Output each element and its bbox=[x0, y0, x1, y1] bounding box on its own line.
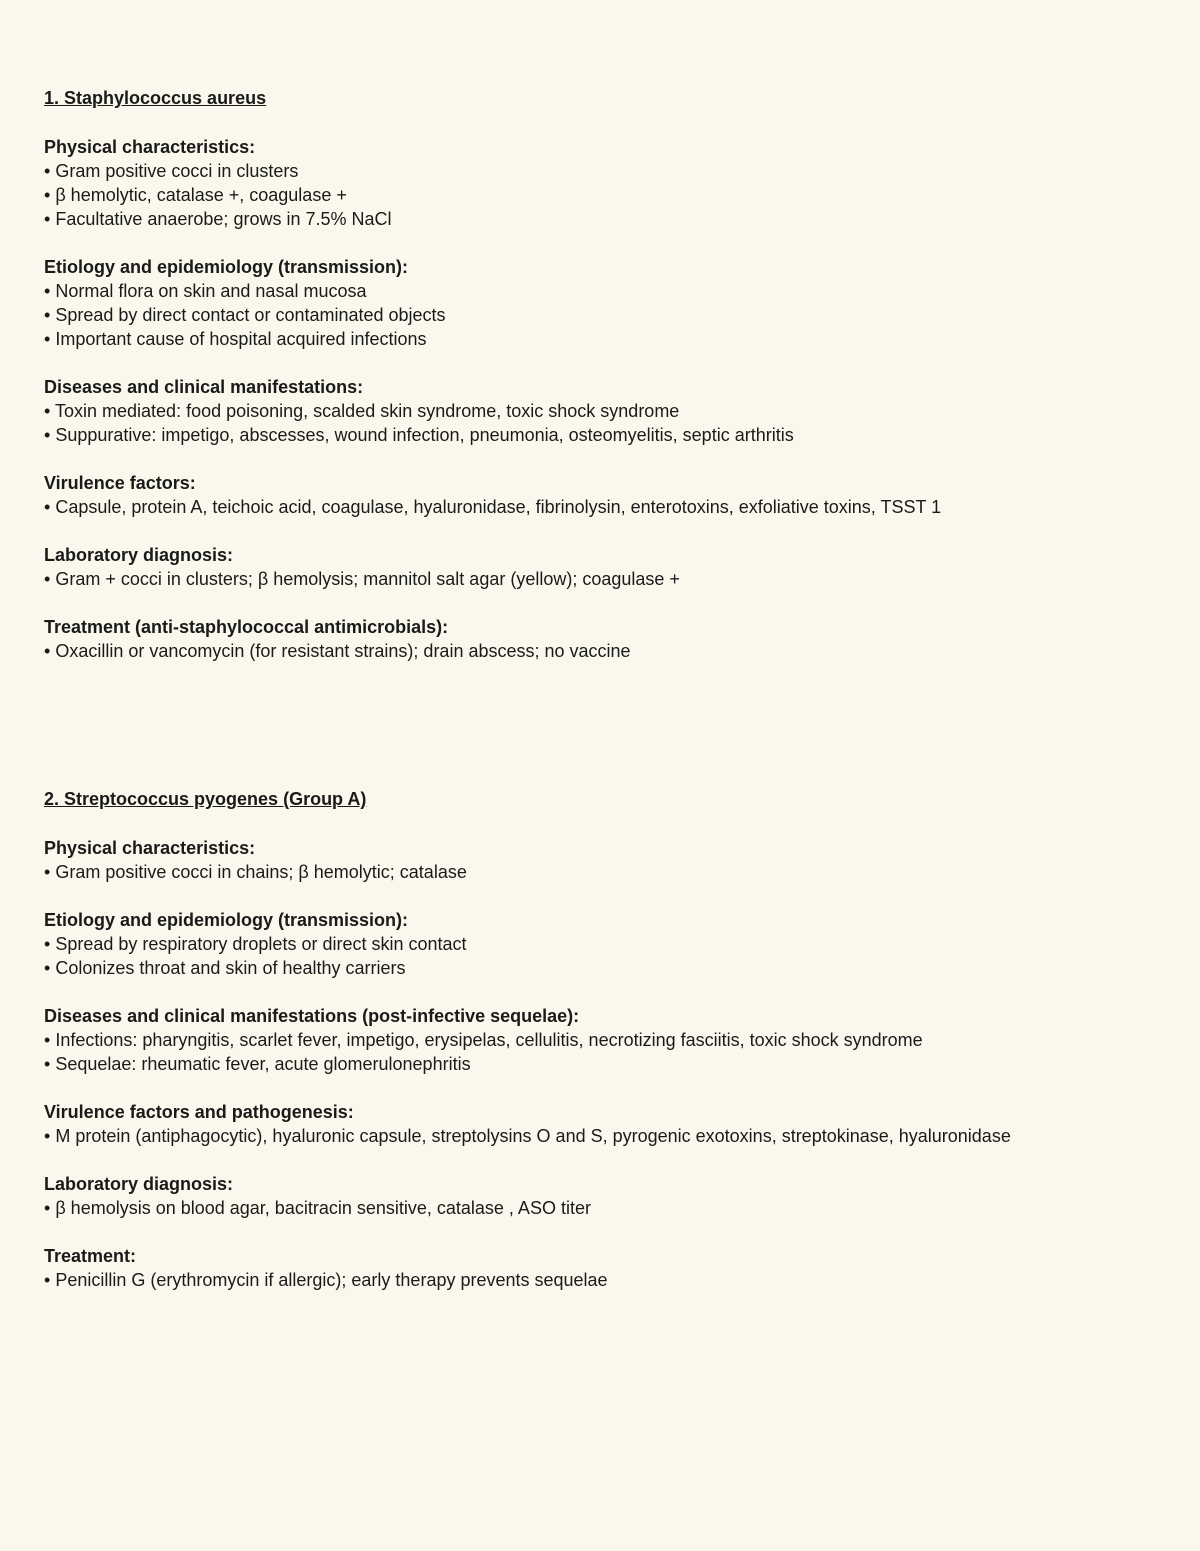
bullet-mark: • bbox=[44, 958, 51, 978]
bullet-list bbox=[44, 1196, 1154, 1220]
section-etiology-epidemiology bbox=[44, 908, 1154, 980]
section-heading: Treatment (anti-staphylococcal antimicrobials): bbox=[44, 617, 449, 637]
section-diseases bbox=[44, 1004, 1154, 1076]
bullet-mark: • bbox=[44, 281, 51, 301]
section-heading: Virulence factors and pathogenesis: bbox=[44, 1102, 354, 1122]
bullet-text: Capsule, protein A, teichoic acid, coagulase, hyaluronidase, fibrinolysin, enterotoxins, exfoliative toxins, TSST 1 bbox=[55, 497, 942, 517]
bullet-item bbox=[44, 1028, 1154, 1052]
section-etiology-epidemiology bbox=[44, 255, 1154, 351]
section-laboratory-diagnosis bbox=[44, 1172, 1154, 1220]
section-physical-characteristics bbox=[44, 135, 1154, 231]
bullet-mark: • bbox=[44, 1030, 51, 1050]
bullet-list bbox=[44, 639, 1154, 663]
bullet-item bbox=[44, 279, 1154, 303]
section-diseases bbox=[44, 375, 1154, 447]
section-treatment bbox=[44, 1244, 1154, 1292]
bullet-list bbox=[44, 1028, 1154, 1076]
section-heading: Laboratory diagnosis: bbox=[44, 1174, 234, 1194]
section-virulence-factors bbox=[44, 1100, 1154, 1148]
bullet-mark: • bbox=[44, 641, 51, 661]
bullet-list bbox=[44, 159, 1154, 231]
bullet-item bbox=[44, 495, 1154, 519]
bullet-item bbox=[44, 207, 1154, 231]
section-laboratory-diagnosis bbox=[44, 543, 1154, 591]
bullet-text: Important cause of hospital acquired infections bbox=[55, 329, 427, 349]
section-heading: Treatment: bbox=[44, 1246, 137, 1266]
bullet-item bbox=[44, 423, 1154, 447]
bullet-item bbox=[44, 860, 1154, 884]
bullet-text: Spread by direct contact or contaminated objects bbox=[55, 305, 446, 325]
bullet-text: Colonizes throat and skin of healthy carriers bbox=[55, 958, 406, 978]
section-heading: Etiology and epidemiology (transmission): bbox=[44, 910, 409, 930]
bullet-item bbox=[44, 1124, 1154, 1148]
section-heading: Diseases and clinical manifestations (post-infective sequelae): bbox=[44, 1006, 580, 1026]
section-virulence-factors bbox=[44, 471, 1154, 519]
organism-title: 2. Streptococcus pyogenes (Group A) bbox=[44, 789, 367, 809]
bullet-item bbox=[44, 956, 1154, 980]
bullet-mark: • bbox=[44, 569, 51, 589]
bullet-item bbox=[44, 1196, 1154, 1220]
bullet-list bbox=[44, 567, 1154, 591]
bullet-text: Spread by respiratory droplets or direct skin contact bbox=[55, 934, 467, 954]
bullet-item bbox=[44, 1052, 1154, 1076]
bullet-text: Gram + cocci in clusters; β hemolysis; mannitol salt agar (yellow); coagulase + bbox=[55, 569, 680, 589]
bullet-item bbox=[44, 327, 1154, 351]
bullet-mark: • bbox=[44, 497, 51, 517]
bullet-text: β hemolysis on blood agar, bacitracin sensitive, catalase , ASO titer bbox=[55, 1198, 591, 1218]
section-treatment bbox=[44, 615, 1154, 663]
section-heading: Etiology and epidemiology (transmission): bbox=[44, 257, 409, 277]
bullet-text: Gram positive cocci in chains; β hemolytic; catalase bbox=[55, 862, 467, 882]
bullet-mark: • bbox=[44, 209, 51, 229]
bullet-mark: • bbox=[44, 1126, 51, 1146]
section-heading: Laboratory diagnosis: bbox=[44, 545, 234, 565]
bullet-list bbox=[44, 1268, 1154, 1292]
bullet-text: β hemolytic, catalase +, coagulase + bbox=[55, 185, 347, 205]
organism-staphylococcus-aureus bbox=[44, 86, 1154, 687]
bullet-list bbox=[44, 399, 1154, 447]
bullet-item bbox=[44, 159, 1154, 183]
bullet-mark: • bbox=[44, 1270, 51, 1290]
organism-title: 1. Staphylococcus aureus bbox=[44, 88, 267, 108]
bullet-mark: • bbox=[44, 185, 51, 205]
bullet-mark: • bbox=[44, 1198, 51, 1218]
bullet-item bbox=[44, 183, 1154, 207]
bullet-text: M protein (antiphagocytic), hyaluronic capsule, streptolysins O and S, pyrogenic exotoxins, streptokinase, hyaluronidase bbox=[55, 1126, 1011, 1146]
bullet-mark: • bbox=[44, 305, 51, 325]
section-heading: Physical characteristics: bbox=[44, 137, 256, 157]
section-physical-characteristics bbox=[44, 836, 1154, 884]
bullet-mark: • bbox=[44, 934, 51, 954]
bullet-text: Toxin mediated: food poisoning, scalded skin syndrome, toxic shock syndrome bbox=[55, 401, 680, 421]
bullet-mark: • bbox=[44, 401, 51, 421]
bullet-item bbox=[44, 639, 1154, 663]
bullet-text: Facultative anaerobe; grows in 7.5% NaCl bbox=[55, 209, 392, 229]
section-heading: Virulence factors: bbox=[44, 473, 196, 493]
bullet-text: Penicillin G (erythromycin if allergic); early therapy prevents sequelae bbox=[55, 1270, 608, 1290]
bullet-list bbox=[44, 1124, 1154, 1148]
bullet-list bbox=[44, 860, 1154, 884]
bullet-text: Oxacillin or vancomycin (for resistant strains); drain abscess; no vaccine bbox=[55, 641, 631, 661]
bullet-list bbox=[44, 932, 1154, 980]
bullet-item bbox=[44, 303, 1154, 327]
bullet-mark: • bbox=[44, 1054, 51, 1074]
bullet-list bbox=[44, 495, 1154, 519]
bullet-item bbox=[44, 1268, 1154, 1292]
bullet-mark: • bbox=[44, 425, 51, 445]
bullet-text: Gram positive cocci in clusters bbox=[55, 161, 299, 181]
bullet-text: Normal flora on skin and nasal mucosa bbox=[55, 281, 367, 301]
bullet-text: Suppurative: impetigo, abscesses, wound infection, pneumonia, osteomyelitis, septic arthritis bbox=[55, 425, 794, 445]
bullet-text: Sequelae: rheumatic fever, acute glomerulonephritis bbox=[55, 1054, 471, 1074]
bullet-item bbox=[44, 399, 1154, 423]
section-heading: Diseases and clinical manifestations: bbox=[44, 377, 364, 397]
bullet-mark: • bbox=[44, 862, 51, 882]
bullet-list bbox=[44, 279, 1154, 351]
bullet-text: Infections: pharyngitis, scarlet fever, impetigo, erysipelas, cellulitis, necrotizing fasciitis, toxic shock syndrome bbox=[55, 1030, 923, 1050]
organism-streptococcus-pyogenes bbox=[44, 787, 1154, 1316]
bullet-mark: • bbox=[44, 329, 51, 349]
bullet-item bbox=[44, 567, 1154, 591]
bullet-mark: • bbox=[44, 161, 51, 181]
bullet-item bbox=[44, 932, 1154, 956]
section-heading: Physical characteristics: bbox=[44, 838, 256, 858]
